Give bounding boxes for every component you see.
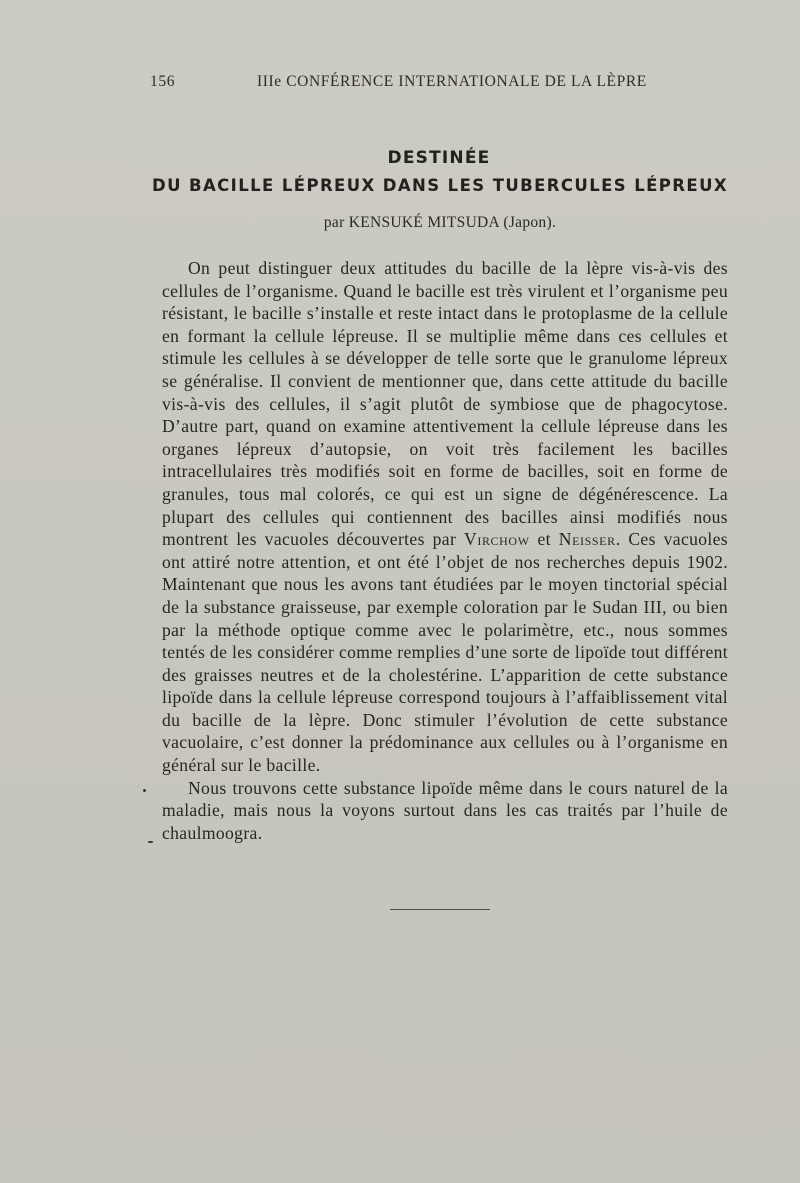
margin-dash-mark	[148, 841, 153, 843]
paragraph-1	[162, 257, 728, 777]
paragraph-2: Nous trouvons cette substance lipoïde même dans le cours naturel de la maladie, mais nous la voyons surtout dans les cas traités par l’huile de chaulmoogra.	[162, 777, 728, 843]
running-title: IIIe CONFÉRENCE INTERNATIONALE DE LA LÈPRE	[257, 73, 647, 90]
margin-dot-mark	[143, 789, 146, 792]
paragraph-1-text-a: On peut distinguer deux attitudes du bacille de la lèpre vis-à-vis des cellules de l’organisme. Quand le bacille est très virulent et l’organisme peu résistant, le bacille s’installe et reste intact dans le protoplasme de la cellule en formant la cellule lépreuse. Il se multiplie même dans ces cellules et stimule les cellules à se développer de telle sorte que le granulome lépreux se généralise. Il convient de mentionner que, dans cette attitude du bacille vis-à-vis des cellules, il s’agit plutôt de symbiose que de phagocytose. D’autre part, quand on examine attentivement la cellule lépreuse dans les organes lépreux d’autopsie, on voit très facilement les bacilles intracellulaires très modifiés soit en forme de bacilles, soit en forme de granules, tous mal colorés, ce qui est un signe de dégénérescence. La plupart des cellules qui contiennent des bacilles ainsi modifiés nous montrent les vacuoles découvertes par	[162, 258, 728, 550]
author-name-neisser: Neisser	[558, 529, 616, 550]
end-rule	[390, 909, 490, 910]
article-title	[0, 146, 800, 198]
running-header	[150, 73, 647, 93]
article-title-line-2: DU BACILLE LÉPREUX DANS LES TUBERCULES LÉPREUX	[151, 176, 728, 195]
page-number: 156	[150, 73, 176, 90]
article-body	[162, 257, 728, 844]
paragraph-1-text-b: et	[529, 529, 559, 550]
author-byline: par KENSUKÉ MITSUDA (Japon).	[323, 214, 557, 231]
paragraph-1-text-c: . Ces vacuoles ont attiré notre attention, et ont été l’objet de nos recherches depuis 1902. Maintenant que nous les avons tant étudiées par le moyen tinctorial spécial de la substance graisseuse, par exemple coloration par le Sudan III, ou bien par la méthode optique comme avec le polarimètre, etc., nous sommes tentés de les considérer comme remplies d’une sorte de lipoïde tout différent des graisses neutres et de la cholestérine. L’apparition de cette substance lipoïde dans la cellule lépreuse correspond toujours à l’affaiblissement vital du bacille de la lèpre. Donc stimuler l’évolution de cette substance vacuolaire, c’est donner la prédominance aux cellules ou à l’organisme en général sur le bacille.	[162, 529, 728, 776]
author-name-virchow: Virchow	[464, 529, 530, 550]
article-title-line-1: DESTINÉE	[387, 148, 491, 168]
